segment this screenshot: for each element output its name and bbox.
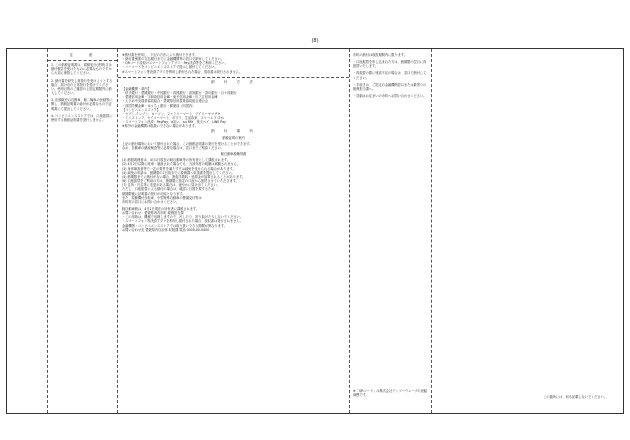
- footer-line: 軽自動車税は、4月1日現在の所有者に課税されます。: [122, 207, 200, 211]
- tax-item: (1) 納税義務者は、4月1日現在の軽自動車等の所有者として課税されます。: [122, 158, 231, 163]
- payment-place-line: ※県外の金融機関は取扱いできない場合があります。: [122, 124, 198, 129]
- transfer-note: ・手続きは、ご指定の金融機関窓口または最寄りの税務担当課へ。: [353, 82, 427, 91]
- transfer-note: ・再振替の際に残高不足の場合は、窓口で納付してください。: [353, 71, 427, 80]
- transfer-note: 市町の納付は取扱期間内に限ります。: [353, 53, 407, 57]
- certificate-note-line: 上記の納付場所において納付された場合、この納税証明書の発行を受けることができます。: [122, 141, 253, 146]
- tax-item: (7) 住所・氏名等に変更がある場合は、速やかに届け出てください。: [122, 183, 220, 188]
- tax-item-continued: 市町村の窓口にお問い合わせください。: [122, 199, 180, 204]
- transfer-note: ・詳細はお住まいの市町へお問い合わせください。: [353, 94, 427, 99]
- payment-method-heading: 納 付 方 法: [211, 79, 256, 84]
- intro-line: ・QRコード読取のスマートフォンアプリ・Pay決済等をご利用ください。: [122, 61, 228, 66]
- divider: [118, 77, 349, 78]
- certificate-note-line: なお、自動車の継続検査等に必要な場合は、窓口までご相談ください。: [122, 145, 224, 150]
- tax-item: (6) 口座振替をご利用の方は、納期限に指定の口座から振替させていただきます。: [122, 179, 239, 184]
- intro-line: ※スマートフォン等決済アプリを利用し納付された場合、領収書は発行されません。: [122, 69, 243, 74]
- tax-notice-sheet: [6, 48, 624, 414]
- blank-margin-column: [7, 49, 47, 413]
- payment-place-line: ・ミニストップ、セイコーマート、ポプラ、生活彩家、スリーエフ ほか: [122, 116, 224, 121]
- qr-trademark-note: ※「QRコード」は株式会社デンソーウェーブの登録商標です。: [353, 388, 427, 397]
- note-item: 2. 納付書を紛失し再発行を受けようとする場合、届け出の上再発行を受けてください。使用目的のご確認の上指定期限内に納入してください。: [51, 78, 113, 96]
- note-item: 3. 店頭販売の自動車、軽二輪車の登録等に関し、納税証明書の添付が必要なもので証明書にて提出してください。: [51, 98, 113, 111]
- payment-place-heading: 納 付 場 所: [211, 128, 256, 133]
- intro-line: ・納付書裏面の支払期日までに金融機関等の窓口で納付してください。: [122, 57, 224, 62]
- footer-line: ・スマートフォン等決済アプリを利用し納付された場合、領収書は発行されません。: [122, 219, 243, 224]
- page-number: (8): [311, 38, 319, 44]
- certificate-note-heading: 納税証明の案内: [222, 135, 245, 140]
- tax-item-continued: 納期限後に証明書の発行が可能となります。: [122, 191, 186, 196]
- payment-place-line: ・えひめ中央農業協同組合・愛媛県信用農業協同組合連合会: [122, 99, 209, 104]
- payment-place-line: ・セブン-イレブン、ローソン、ファミリーマート、デイリーヤマザキ: [122, 111, 221, 116]
- tax-item: (4) 減免の申請は、納期限の7日前までに税務課へ申請書を提出してください。: [122, 170, 235, 175]
- transfer-notes-column: [349, 49, 431, 413]
- note-item: 4. コンビニエンスストアでは、口座振替に使用する納税証明書を発行しません。: [51, 113, 113, 122]
- do-not-write-note: この箇所には、何も記載しないでください。: [543, 394, 607, 399]
- notes-column: [47, 49, 117, 413]
- footer-line: お問い合わせ先 愛媛県内自治体 収税課 電話 0000-00-0000: [122, 227, 210, 232]
- reserved-blank-column: [431, 49, 625, 413]
- footer-line: ・この用紙は、機械で処理しますので、汚したり、折り曲げたりしないでください。: [122, 215, 244, 220]
- payment-place-line: ・四国労働金庫・ゆうちょ銀行・郵便局（四国内）: [122, 103, 196, 108]
- tax-item: (2) 4月2日以降に廃車・譲渡された場合でも、当該年度の税額は減額されません。: [122, 162, 241, 167]
- intro-line: ・バーコードをコンビニエンスストアで提示し納付してください。: [122, 65, 218, 70]
- divider: [48, 60, 117, 61]
- note-item: 1. この納税証明書は、滞納処分(差押)又は納付催告を受けたものに必要なものですから大切に保管してください。: [51, 63, 112, 76]
- payment-place-line: ・愛媛信用金庫・宇和島信用金庫・東予信用金庫・川之江信用金庫: [122, 95, 218, 100]
- footer-line: お問い合わせ：愛媛県内各市町 税務担当課: [122, 211, 184, 216]
- payment-place-line: 【コンビニエンスストア】: [122, 107, 161, 112]
- payment-place-line: ・伊予銀行・愛媛銀行・中国銀行・四国銀行・高知銀行・香川銀行・百十四銀行: [122, 91, 237, 96]
- tax-item-continued: ただし、口座振替による納付の場合は、確認に日数を要するため、: [122, 187, 218, 192]
- transfer-note: ・口座振替を申し込まれた方は、納期限の翌日に再振替いたします。: [353, 60, 427, 69]
- main-instructions-column: [117, 49, 349, 413]
- tax-item: (3) 身体障害者等で一定の要件を満たす方は減免を受けられる場合があります。: [122, 166, 236, 171]
- footer-line: 金融機関・コンビニエンスストアでは取り扱いできる期間が異なります。: [122, 223, 227, 228]
- payment-place-line: ・スマートフォン決済：PayPay、d払い、au PAY、楽天ペイ、LINE Pay: [122, 120, 226, 125]
- intro-line: ※納付書を使用し、下記の方法により納付できます。: [122, 53, 198, 57]
- tax-item-continued: また、原動機付自転車、小型特殊自動車の標識交付等は: [122, 195, 202, 200]
- tax-item: (5) 納期限までに納付がない場合、督促手数料・延滞金が加算されることがあります。: [122, 174, 246, 179]
- kei-vehicle-tax-heading: 軽自動車税種別割: [220, 152, 247, 157]
- payment-place-line: 【金融機関・県内】: [122, 86, 151, 91]
- notes-heading: 注 意: [69, 53, 96, 57]
